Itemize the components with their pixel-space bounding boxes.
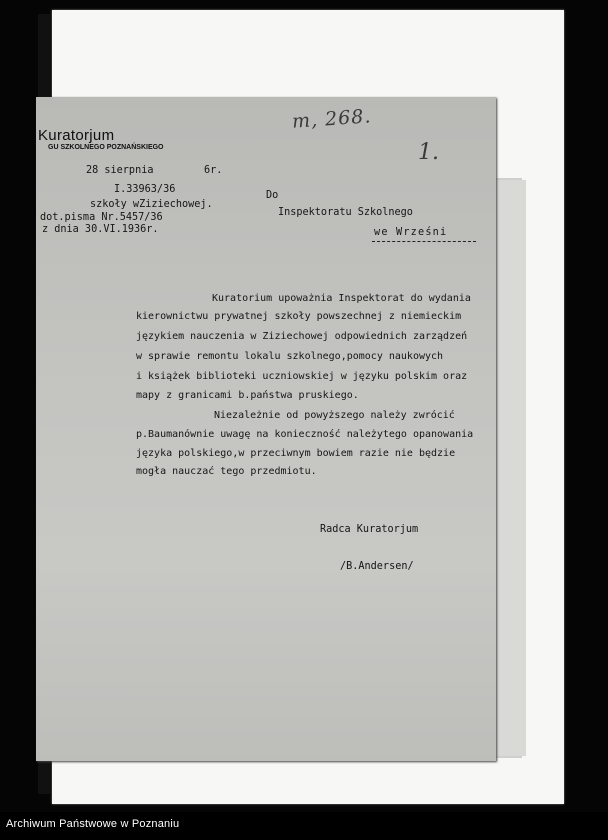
handwritten-archive-number: m, 268.	[291, 105, 373, 133]
body-line: kierownictwu prywatnej szkoły powszechnej z niemieckim	[136, 311, 462, 322]
place-underline	[372, 241, 476, 242]
archive-footer: Archiwum Państwowe w Poznaniu	[6, 818, 180, 830]
referenced-date: z dnia 30.VI.1936r.	[42, 224, 159, 235]
letter-date: 28 sierpnia	[86, 165, 154, 176]
letterhead-title: Kuratorjum	[38, 127, 115, 144]
signature-name: /B.Andersen/	[340, 561, 414, 572]
body-line: Niezależnie od powyższego należy zwrócić	[214, 410, 455, 421]
recipient-place: we Wrześni	[374, 227, 448, 238]
reference-number: I.33963/36	[114, 184, 176, 195]
subject-school: szkoły wZiziechowej.	[90, 199, 213, 210]
body-line: w sprawie remontu lokalu szkolnego,pomocy naukowych	[136, 351, 444, 362]
body-line: p.Baumanównie uwagę na konieczność należytego opanowania	[136, 429, 474, 440]
recipient-to-label: Do	[266, 190, 279, 201]
body-line: i książek biblioteki uczniowskiej w języku polskim oraz	[136, 371, 468, 382]
body-line: języka polskiego,w przeciwnym bowiem razie nie będzie	[136, 448, 456, 459]
letter-year: 6r.	[204, 165, 223, 176]
body-line: mogła nauczać tego przedmiotu.	[136, 466, 317, 477]
referenced-document: dot.pisma Nr.5457/36	[40, 212, 163, 223]
body-line: mapy z granicami b.państwa pruskiego.	[136, 390, 359, 401]
letterhead-subtitle: GU SZKOLNEGO POZNAŃSKIEGO	[48, 144, 164, 151]
signature-title: Radca Kuratorjum	[320, 524, 419, 535]
handwritten-page-number: 1.	[418, 140, 439, 165]
body-line: Kuratorium upoważnia Inspektorat do wydania	[212, 293, 471, 304]
recipient-office: Inspektoratu Szkolnego	[278, 207, 413, 218]
body-line: językiem nauczenia w Ziziechowej odpowiednich zarządzeń	[136, 331, 468, 342]
